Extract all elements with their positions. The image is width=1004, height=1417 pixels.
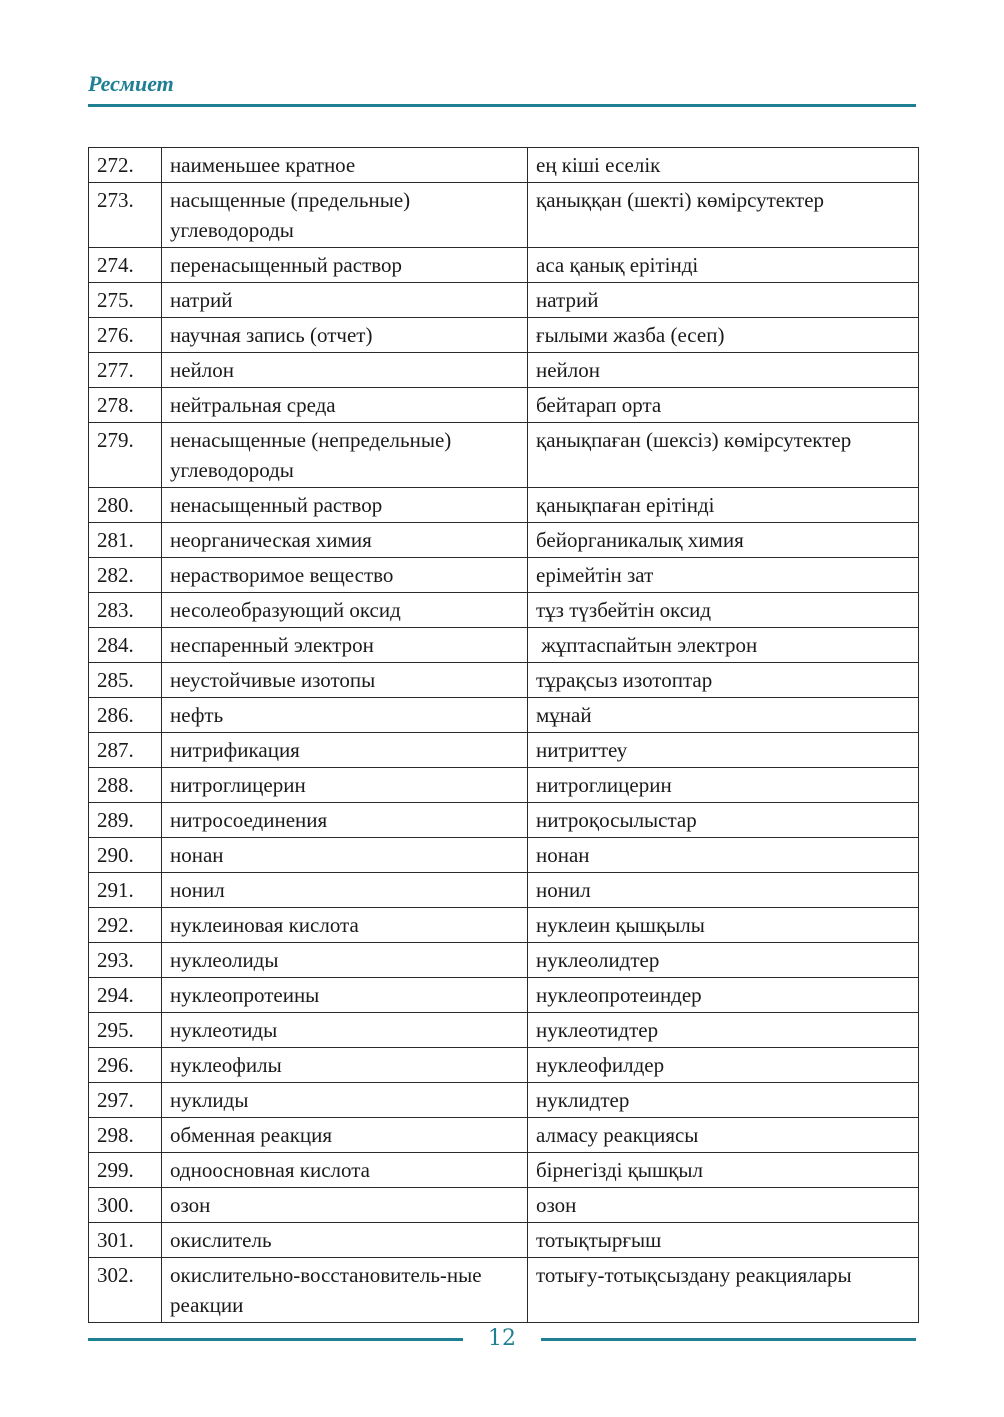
table-row xyxy=(89,663,919,698)
table-row xyxy=(89,1048,919,1083)
row-number: 295. xyxy=(89,1013,162,1048)
kazakh-term: нитроглицерин xyxy=(528,768,919,803)
russian-term: ненасыщенные (непредельные) углеводороды xyxy=(162,423,528,488)
table-row xyxy=(89,183,919,248)
kazakh-term: нуклидтер xyxy=(528,1083,919,1118)
row-number: 286. xyxy=(89,698,162,733)
row-number: 275. xyxy=(89,283,162,318)
table-row xyxy=(89,388,919,423)
russian-term: нерастворимое вещество xyxy=(162,558,528,593)
russian-term: неорганическая химия xyxy=(162,523,528,558)
row-number: 289. xyxy=(89,803,162,838)
table-row xyxy=(89,1153,919,1188)
kazakh-term: ерімейтін зат xyxy=(528,558,919,593)
row-number: 290. xyxy=(89,838,162,873)
kazakh-term: қаныққан (шекті) көмірсутектер xyxy=(528,183,919,248)
row-number: 285. xyxy=(89,663,162,698)
header-divider xyxy=(88,104,916,107)
kazakh-term: нуклеопротеиндер xyxy=(528,978,919,1013)
russian-term: обменная реакция xyxy=(162,1118,528,1153)
russian-term: нуклеофилы xyxy=(162,1048,528,1083)
table-row xyxy=(89,943,919,978)
row-number: 277. xyxy=(89,353,162,388)
table-row xyxy=(89,1223,919,1258)
table-row xyxy=(89,248,919,283)
russian-term: перенасыщенный раствор xyxy=(162,248,528,283)
russian-term: нуклеиновая кислота xyxy=(162,908,528,943)
kazakh-term: тотықтырғыш xyxy=(528,1223,919,1258)
row-number: 283. xyxy=(89,593,162,628)
kazakh-term: бейорганикалық химия xyxy=(528,523,919,558)
table-row xyxy=(89,908,919,943)
table-row xyxy=(89,353,919,388)
row-number: 296. xyxy=(89,1048,162,1083)
russian-term: озон xyxy=(162,1188,528,1223)
russian-term: нейлон xyxy=(162,353,528,388)
table-row xyxy=(89,698,919,733)
russian-term: нитроглицерин xyxy=(162,768,528,803)
kazakh-term: тотығу-тотықсыздану реакциялары xyxy=(528,1258,919,1323)
kazakh-term: тұз түзбейтін оксид xyxy=(528,593,919,628)
kazakh-term: қанықпаған ерітінді xyxy=(528,488,919,523)
kazakh-term: нонил xyxy=(528,873,919,908)
table-row xyxy=(89,558,919,593)
page-header-title: Ресмиет xyxy=(88,71,174,96)
row-number: 273. xyxy=(89,183,162,248)
table-row xyxy=(89,318,919,353)
kazakh-term: жұптаспайтын электрон xyxy=(528,628,919,663)
table-row xyxy=(89,593,919,628)
kazakh-term: нитриттеу xyxy=(528,733,919,768)
russian-term: нуклеолиды xyxy=(162,943,528,978)
russian-term: нитросоединения xyxy=(162,803,528,838)
row-number: 276. xyxy=(89,318,162,353)
table-row xyxy=(89,1188,919,1223)
table-row xyxy=(89,148,919,183)
table-row xyxy=(89,803,919,838)
table-row xyxy=(89,768,919,803)
russian-term: наименьшее кратное xyxy=(162,148,528,183)
row-number: 272. xyxy=(89,148,162,183)
russian-term: несолеобразующий оксид xyxy=(162,593,528,628)
table-row xyxy=(89,1083,919,1118)
russian-term: насыщенные (предельные) углеводороды xyxy=(162,183,528,248)
row-number: 298. xyxy=(89,1118,162,1153)
russian-term: нонан xyxy=(162,838,528,873)
row-number: 297. xyxy=(89,1083,162,1118)
table-row xyxy=(89,488,919,523)
russian-term: научная запись (отчет) xyxy=(162,318,528,353)
kazakh-term: бейтарап орта xyxy=(528,388,919,423)
table-row xyxy=(89,1013,919,1048)
row-number: 279. xyxy=(89,423,162,488)
russian-term: нонил xyxy=(162,873,528,908)
russian-term: ненасыщенный раствор xyxy=(162,488,528,523)
row-number: 301. xyxy=(89,1223,162,1258)
russian-term: нуклиды xyxy=(162,1083,528,1118)
row-number: 278. xyxy=(89,388,162,423)
table-row xyxy=(89,628,919,663)
russian-term: одноосновная кислота xyxy=(162,1153,528,1188)
kazakh-term: нейлон xyxy=(528,353,919,388)
russian-term: нуклеотиды xyxy=(162,1013,528,1048)
table-row xyxy=(89,1118,919,1153)
table-row xyxy=(89,1258,919,1323)
row-number: 302. xyxy=(89,1258,162,1323)
row-number: 280. xyxy=(89,488,162,523)
row-number: 284. xyxy=(89,628,162,663)
table-row xyxy=(89,978,919,1013)
kazakh-term: натрий xyxy=(528,283,919,318)
kazakh-term: аса қанық ерітінді xyxy=(528,248,919,283)
kazakh-term: ең кіші еселік xyxy=(528,148,919,183)
table-row xyxy=(89,523,919,558)
row-number: 293. xyxy=(89,943,162,978)
russian-term: окислитель xyxy=(162,1223,528,1258)
kazakh-term: озон xyxy=(528,1188,919,1223)
kazakh-term: алмасу реакциясы xyxy=(528,1118,919,1153)
row-number: 282. xyxy=(89,558,162,593)
kazakh-term: нуклеотидтер xyxy=(528,1013,919,1048)
kazakh-term: қанықпаған (шексіз) көмірсутектер xyxy=(528,423,919,488)
table-row xyxy=(89,283,919,318)
russian-term: нуклеопротеины xyxy=(162,978,528,1013)
row-number: 287. xyxy=(89,733,162,768)
kazakh-term: бірнегізді қышқыл xyxy=(528,1153,919,1188)
glossary-table xyxy=(88,147,919,1323)
row-number: 300. xyxy=(89,1188,162,1223)
footer-divider-right xyxy=(541,1338,916,1341)
russian-term: нейтральная среда xyxy=(162,388,528,423)
russian-term: нефть xyxy=(162,698,528,733)
kazakh-term: нуклеолидтер xyxy=(528,943,919,978)
kazakh-term: тұрақсыз изотоптар xyxy=(528,663,919,698)
table-row xyxy=(89,873,919,908)
footer-divider-left xyxy=(88,1338,463,1341)
kazakh-term: нитроқосылыстар xyxy=(528,803,919,838)
page-number: 12 xyxy=(488,1326,516,1351)
row-number: 274. xyxy=(89,248,162,283)
russian-term: натрий xyxy=(162,283,528,318)
russian-term: нитрификация xyxy=(162,733,528,768)
row-number: 299. xyxy=(89,1153,162,1188)
russian-term: неспаренный электрон xyxy=(162,628,528,663)
row-number: 281. xyxy=(89,523,162,558)
row-number: 288. xyxy=(89,768,162,803)
kazakh-term: нуклеофилдер xyxy=(528,1048,919,1083)
kazakh-term: ғылыми жазба (есеп) xyxy=(528,318,919,353)
kazakh-term: нонан xyxy=(528,838,919,873)
row-number: 294. xyxy=(89,978,162,1013)
row-number: 291. xyxy=(89,873,162,908)
kazakh-term: нуклеин қышқылы xyxy=(528,908,919,943)
table-row xyxy=(89,423,919,488)
russian-term: окислительно-восстановитель-ные реакции xyxy=(162,1258,528,1323)
table-row xyxy=(89,838,919,873)
row-number: 292. xyxy=(89,908,162,943)
russian-term: неустойчивые изотопы xyxy=(162,663,528,698)
table-row xyxy=(89,733,919,768)
kazakh-term: мұнай xyxy=(528,698,919,733)
